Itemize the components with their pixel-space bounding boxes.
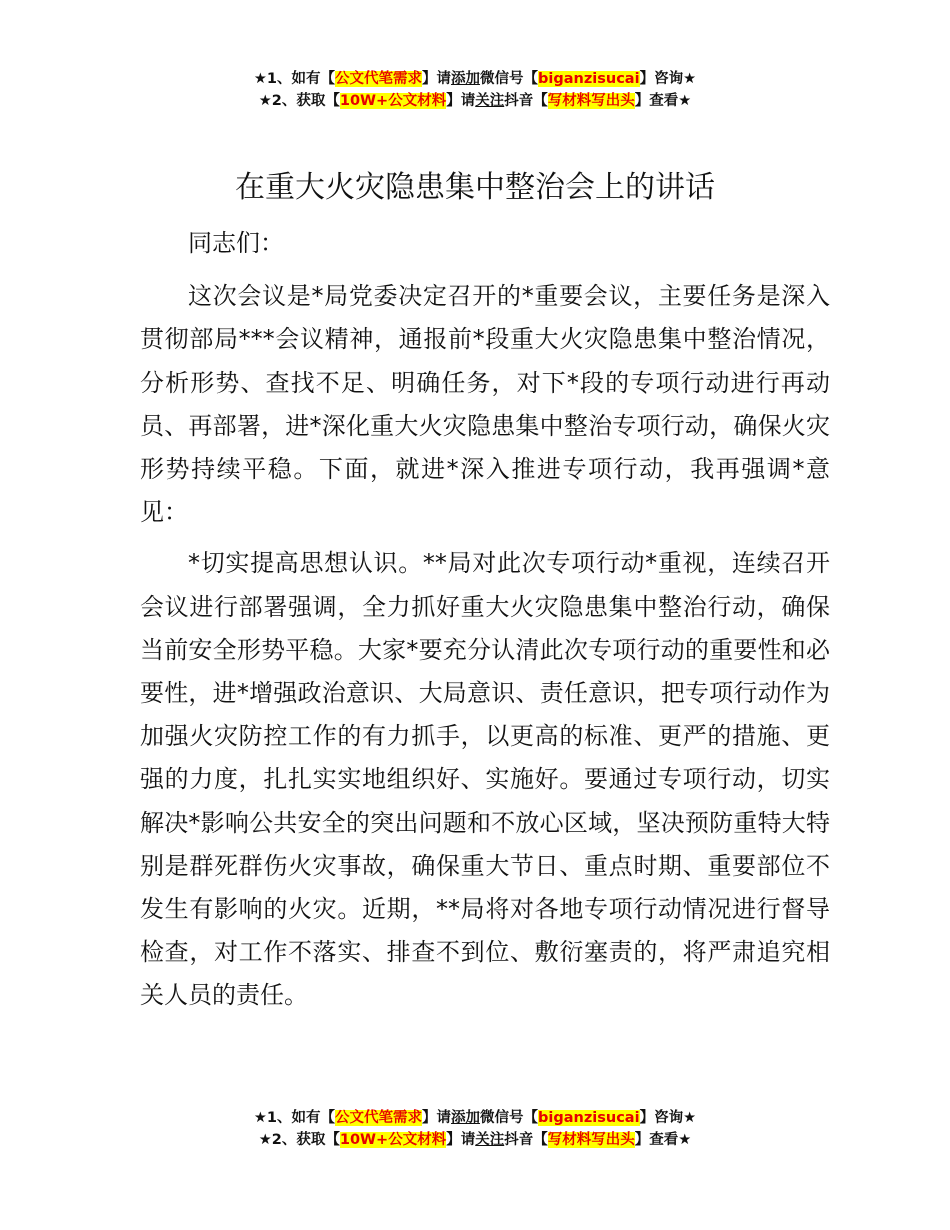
banner-highlight: 写材料写出头 [547,1132,635,1148]
banner-text: 抖音【 [504,1132,548,1148]
banner-text: ★1、如有【 [253,71,336,87]
banner-text: 】咨询★ [639,71,697,87]
banner-text: 抖音【 [504,93,548,109]
document-title: 在重大火灾隐患集中整治会上的讲话 [235,170,715,205]
banner-underline-text: 添加 [451,1110,481,1126]
banner-underline-text: 关注 [475,93,505,109]
document-body [140,222,830,1018]
banner-text: 】咨询★ [639,1110,697,1126]
banner-text: 】查看★ [634,1132,692,1148]
body-paragraph: 这次会议是*局党委决定召开的*重要会议，主要任务是深入贯彻部局***会议精神，通报前*段重大火灾隐患集中整治情况，分析形势、查找不足、明确任务，对下*段的专项行动进行再动员、再部署，进*深化重大火灾隐患集中整治专项行动，确保火灾形势持续平稳。下面，就进*深入推进专项行动，我再强调*意见： [140,282,830,527]
banner-highlight: 10W+公文材料 [339,93,447,109]
banner-line-2 [0,1129,950,1151]
banner-text: 】请 [446,1132,476,1148]
header-banner [0,68,950,112]
banner-highlight: 10W+公文材料 [339,1132,447,1148]
banner-text: 】请 [422,71,452,87]
banner-highlight: 写材料写出头 [547,93,635,109]
banner-line-1 [0,68,950,90]
banner-text: 微信号【 [480,71,539,87]
banner-highlight: 公文代笔需求 [335,71,423,87]
banner-line-2 [0,90,950,112]
banner-text: ★2、获取【 [258,1132,340,1148]
footer-banner [0,1107,950,1151]
banner-text: ★2、获取【 [258,93,340,109]
banner-highlight: biganzisucai [538,1110,640,1126]
banner-text: ★1、如有【 [253,1110,336,1126]
banner-text: 】查看★ [634,93,692,109]
salutation: 同志们： [188,229,284,257]
body-paragraph: *切实提高思想认识。**局对此次专项行动*重视，连续召开会议进行部署强调，全力抓好重大火灾隐患集中整治行动，确保当前安全形势平稳。大家*要充分认清此次专项行动的重要性和必要性，进*增强政治意识、大局意识、责任意识，把专项行动作为加强火灾防控工作的有力抓手，以更高的标准、更严的措施、更强的力度，扎扎实实地组织好、实施好。要通过专项行动，切实解决*影响公共安全的突出问题和不放心区域，坚决预防重特大特别是群死群伤火灾事故，确保重大节日、重点时期、重要部位不发生有影响的火灾。近期，**局将对各地专项行动情况进行督导检查，对工作不落实、排查不到位、敷衍塞责的，将严肃追究相关人员的责任。 [140,549,830,1010]
banner-text: 】请 [446,93,476,109]
banner-highlight: 公文代笔需求 [335,1110,423,1126]
banner-text: 】请 [422,1110,452,1126]
banner-highlight: biganzisucai [538,71,640,87]
banner-underline-text: 添加 [451,71,481,87]
banner-underline-text: 关注 [475,1132,505,1148]
banner-text: 微信号【 [480,1110,539,1126]
banner-line-1 [0,1107,950,1129]
